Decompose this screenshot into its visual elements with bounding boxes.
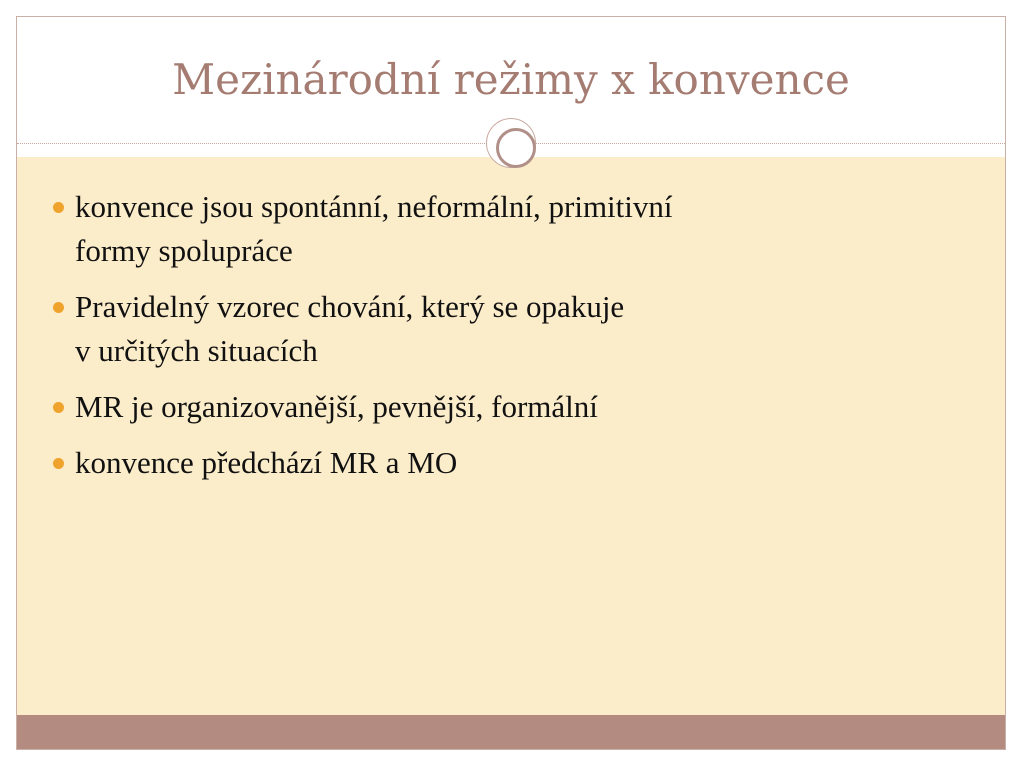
bullet-item-1 bbox=[53, 185, 973, 273]
ornament-ring bbox=[496, 128, 536, 168]
bullet-text-line1: konvence předchází MR a MO bbox=[75, 445, 458, 480]
bullet-text-line1: Pravidelný vzorec chování, který se opakuje bbox=[75, 289, 625, 324]
bullet-text-line2: formy spolupráce bbox=[75, 233, 293, 268]
footer-bar bbox=[17, 715, 1005, 749]
slide bbox=[16, 16, 1006, 750]
bullet-text-line1: konvence jsou spontánní, neformální, primitivní bbox=[75, 189, 673, 224]
bullet-dot-icon bbox=[53, 458, 64, 469]
bullet-dot-icon bbox=[53, 402, 64, 413]
bullet-dot-icon bbox=[53, 202, 64, 213]
bullet-item-3 bbox=[53, 385, 973, 429]
circle-ornament-icon bbox=[487, 119, 535, 167]
bullet-text-line2: v určitých situacích bbox=[75, 333, 318, 368]
slide-title: Mezinárodní režimy x konvence bbox=[172, 55, 850, 104]
bullet-item-2 bbox=[53, 285, 973, 373]
bullet-dot-icon bbox=[53, 302, 64, 313]
bullet-text-line1: MR je organizovanější, pevnější, formální bbox=[75, 389, 598, 424]
bullet-item-4 bbox=[53, 441, 973, 485]
bullet-list bbox=[53, 185, 973, 497]
